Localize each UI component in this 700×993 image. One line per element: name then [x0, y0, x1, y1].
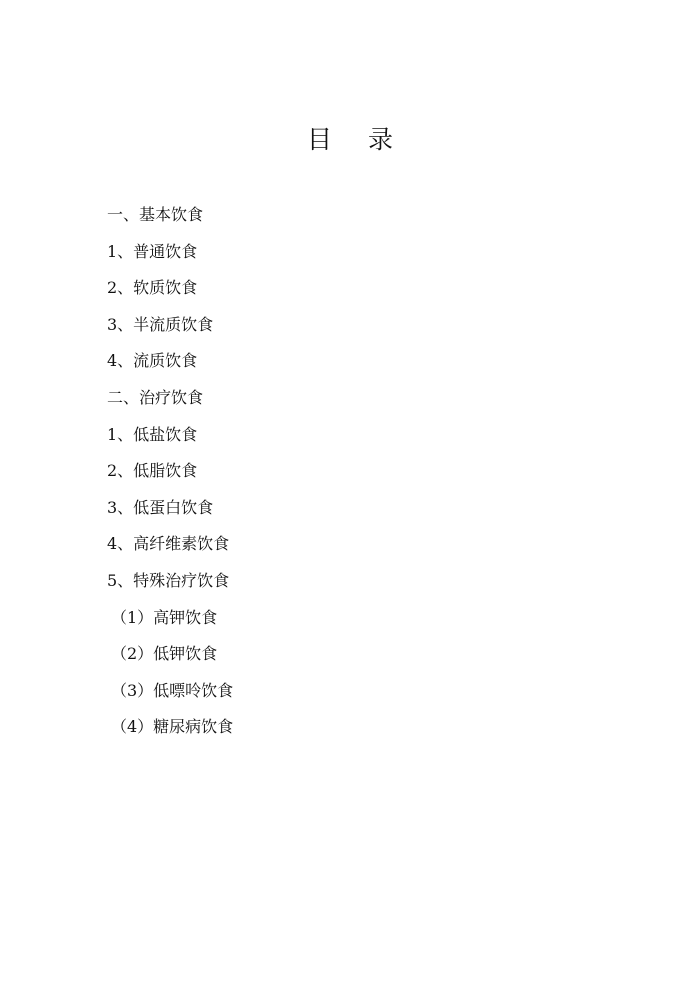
toc-item: 2、软质饮食 [107, 278, 198, 298]
toc-item: 4、流质饮食 [107, 351, 198, 371]
toc-item: 5、特殊治疗饮食 [107, 570, 230, 590]
toc-subitem: （1）高钾饮食 [111, 607, 218, 627]
toc-item: 3、半流质饮食 [107, 314, 214, 334]
toc-subitem: （4）糖尿病饮食 [111, 717, 234, 737]
toc-item: 1、普通饮食 [107, 241, 198, 261]
toc-item: 1、低盐饮食 [107, 424, 198, 444]
toc-subitem: （2）低钾饮食 [111, 644, 218, 664]
toc-item: 一、基本饮食 [107, 205, 204, 224]
toc-item: 3、低蛋白饮食 [107, 497, 214, 517]
toc-item: 2、低脂饮食 [107, 461, 198, 481]
toc-subitem: （3）低嘌呤饮食 [111, 680, 234, 700]
table-of-contents [107, 203, 233, 752]
toc-item: 4、高纤维素饮食 [107, 534, 230, 554]
page-title: 目 录 [307, 125, 407, 154]
toc-item: 二、治疗饮食 [107, 387, 204, 407]
